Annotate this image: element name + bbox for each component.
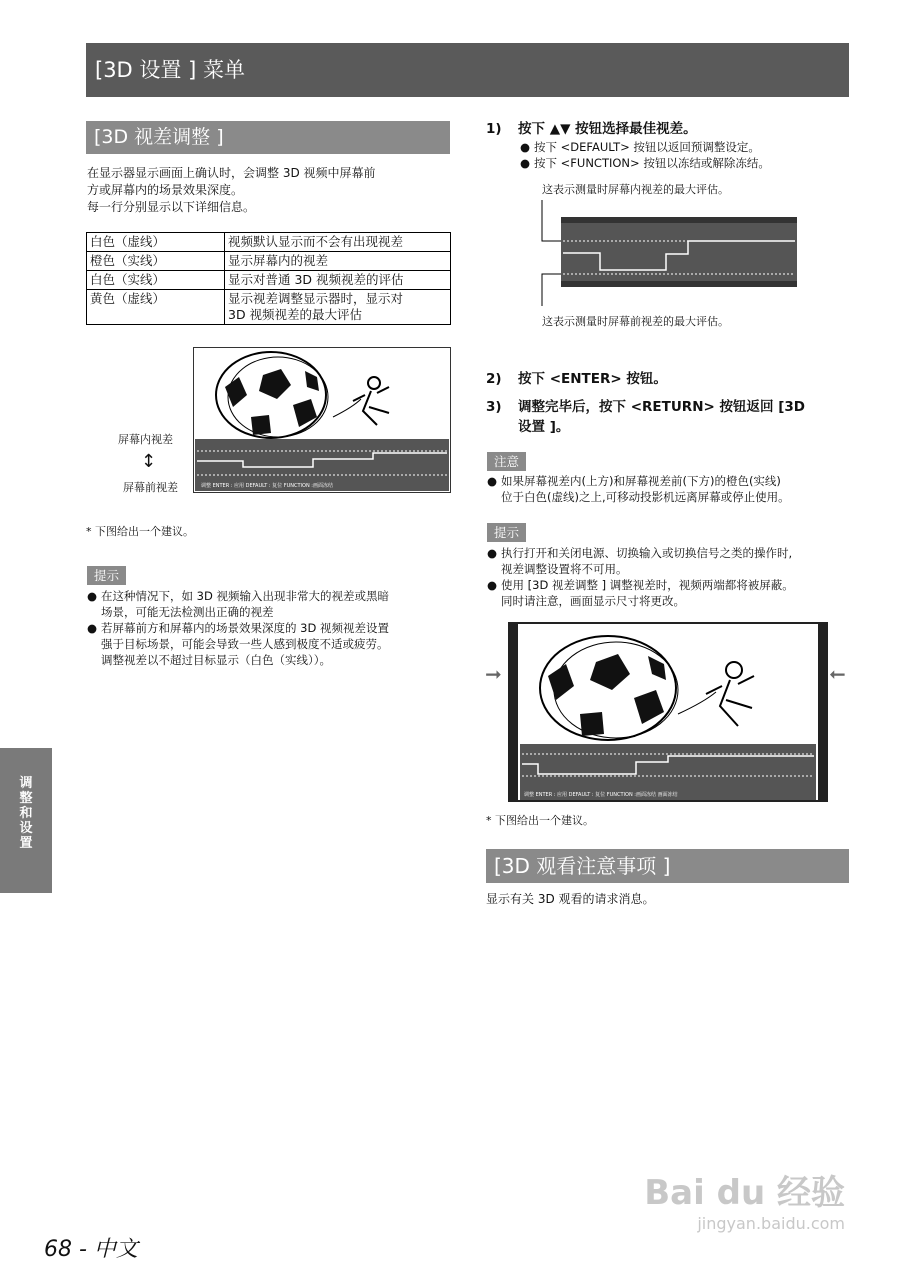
hint-tag bbox=[87, 565, 126, 585]
note-list bbox=[487, 473, 857, 505]
soccer-ball-icon bbox=[540, 636, 678, 740]
step-2: 2) 按下 <ENTER> 按钮。 bbox=[486, 371, 667, 387]
arrow-left-icon: ➞ bbox=[829, 662, 846, 686]
legend-key: 黄色（虚线） bbox=[87, 290, 225, 325]
legend-desc: 显示屏幕内的视差 bbox=[225, 252, 451, 271]
table-row bbox=[87, 290, 451, 325]
footnote: * 下图给出一个建议。 bbox=[486, 814, 594, 827]
masked-monitor-image bbox=[508, 622, 828, 802]
soccer-ball-icon bbox=[216, 352, 328, 438]
bullet-icon: ● bbox=[487, 474, 498, 488]
legend-table bbox=[86, 232, 451, 325]
label-inner-parallax: 屏幕内视差 bbox=[118, 433, 173, 446]
list-item: ● 如果屏幕视差内(上方)和屏幕视差前(下方)的橙色(实线) 位于白色(虚线)之上,可移动投影机远离屏幕或停止使用。 bbox=[487, 474, 790, 504]
bullet-icon: ● bbox=[87, 589, 98, 603]
section-title-viewing: [3D 观看注意事项 ] bbox=[486, 849, 849, 883]
legend-key: 橙色（实线） bbox=[87, 252, 225, 271]
section2-text: 显示有关 3D 观看的请求消息。 bbox=[486, 892, 655, 906]
status-bar: 调整 ENTER : 应用 DEFAULT : 复位 FUNCTION :画面冻结 画面冻结 bbox=[524, 792, 678, 798]
table-row bbox=[87, 233, 451, 252]
page-header: [3D 设置 ] 菜单 bbox=[86, 43, 849, 97]
hint-tag bbox=[487, 522, 526, 542]
arrow-right-icon: ➞ bbox=[485, 662, 502, 686]
parallax-diagram bbox=[538, 198, 800, 310]
bullet-icon: ● bbox=[487, 578, 498, 592]
bullet-icon: ● bbox=[520, 156, 531, 170]
parallax-monitor-image bbox=[193, 347, 451, 493]
intro-text bbox=[87, 165, 452, 216]
list-item: ● 使用 [3D 视差调整 ] 调整视差时，视频两端都将被屏蔽。 同时请注意，画面显示尺寸将更改。 bbox=[487, 578, 794, 608]
step-1: 1) 按下 ▲▼ 按钮选择最佳视差。 bbox=[486, 121, 697, 137]
intro-line: 方或屏幕内的场景效果深度。 bbox=[87, 183, 244, 197]
label-front-parallax: 屏幕前视差 bbox=[123, 481, 178, 494]
table-row bbox=[87, 252, 451, 271]
legend-desc-line: 3D 视频视差的最大评估 bbox=[228, 307, 363, 322]
legend-desc-line: 显示视差调整显示器时，显示对 bbox=[228, 291, 404, 306]
hint-list bbox=[487, 545, 857, 609]
list-item: ● 按下 <DEFAULT> 按钮以返回预调整设定。 bbox=[520, 140, 760, 154]
hint-list bbox=[87, 588, 457, 668]
legend-desc bbox=[225, 290, 451, 325]
side-tab bbox=[0, 748, 52, 893]
section-title-parallax: [3D 视差调整 ] bbox=[86, 121, 450, 154]
legend-desc: 显示对普通 3D 视频视差的评估 bbox=[225, 271, 451, 290]
intro-line: 每一行分别显示以下详细信息。 bbox=[87, 200, 256, 214]
note-tag-label: 注意 bbox=[487, 452, 526, 471]
list-item: ● 执行打开和关闭电源、切换输入或切换信号之类的操作时, 视差调整设置将不可用。 bbox=[487, 546, 793, 576]
bullet-icon: ● bbox=[87, 621, 98, 635]
watermark-brand: Bai du 经验 bbox=[644, 1173, 845, 1213]
list-item: ● 在这种情况下，如 3D 视频输入出现非常大的视差或黑暗 场景，可能无法检测出正确的视差 bbox=[87, 589, 389, 619]
diagram-top-note: 这表示测量时屏幕内视差的最大评估。 bbox=[542, 183, 729, 196]
diagram-bottom-note: 这表示测量时屏幕前视差的最大评估。 bbox=[542, 315, 729, 328]
hint-tag-label: 提示 bbox=[87, 566, 126, 585]
status-bar: 调整 ENTER : 应用 DEFAULT : 复位 FUNCTION :画面冻结 bbox=[201, 483, 333, 489]
legend-key: 白色（虚线） bbox=[87, 233, 225, 252]
table-row bbox=[87, 271, 451, 290]
updown-arrow-icon: ↕ bbox=[141, 451, 157, 472]
bullet-icon: ● bbox=[520, 140, 531, 154]
list-item: ● 按下 <FUNCTION> 按钮以冻结或解除冻结。 bbox=[520, 156, 770, 170]
intro-line: 在显示器显示画面上确认时，会调整 3D 视频中屏幕前 bbox=[87, 166, 376, 180]
step1-bullets bbox=[520, 139, 850, 171]
footnote: * 下图给出一个建议。 bbox=[86, 525, 194, 538]
legend-key: 白色（实线） bbox=[87, 271, 225, 290]
legend-desc: 视频默认显示而不会有出现视差 bbox=[225, 233, 451, 252]
step-3: 3) 调整完毕后，按下 <RETURN> 按钮返回 [3D 设置 ]。 bbox=[486, 399, 805, 435]
hint-tag-label: 提示 bbox=[487, 523, 526, 542]
page-number: 68 - 中文 bbox=[44, 1237, 138, 1262]
watermark-url: jingyan.baidu.com bbox=[697, 1214, 845, 1233]
side-tab-label: 调整和设置 bbox=[19, 776, 33, 851]
note-tag bbox=[487, 451, 526, 471]
bullet-icon: ● bbox=[487, 546, 498, 560]
list-item: ● 若屏幕前方和屏幕内的场景效果深度的 3D 视频视差设置 强于目标场景，可能会导致一些人感到极度不适或疲劳。 调整视差以不超过目标显示（白色（实线））。 bbox=[87, 621, 389, 667]
